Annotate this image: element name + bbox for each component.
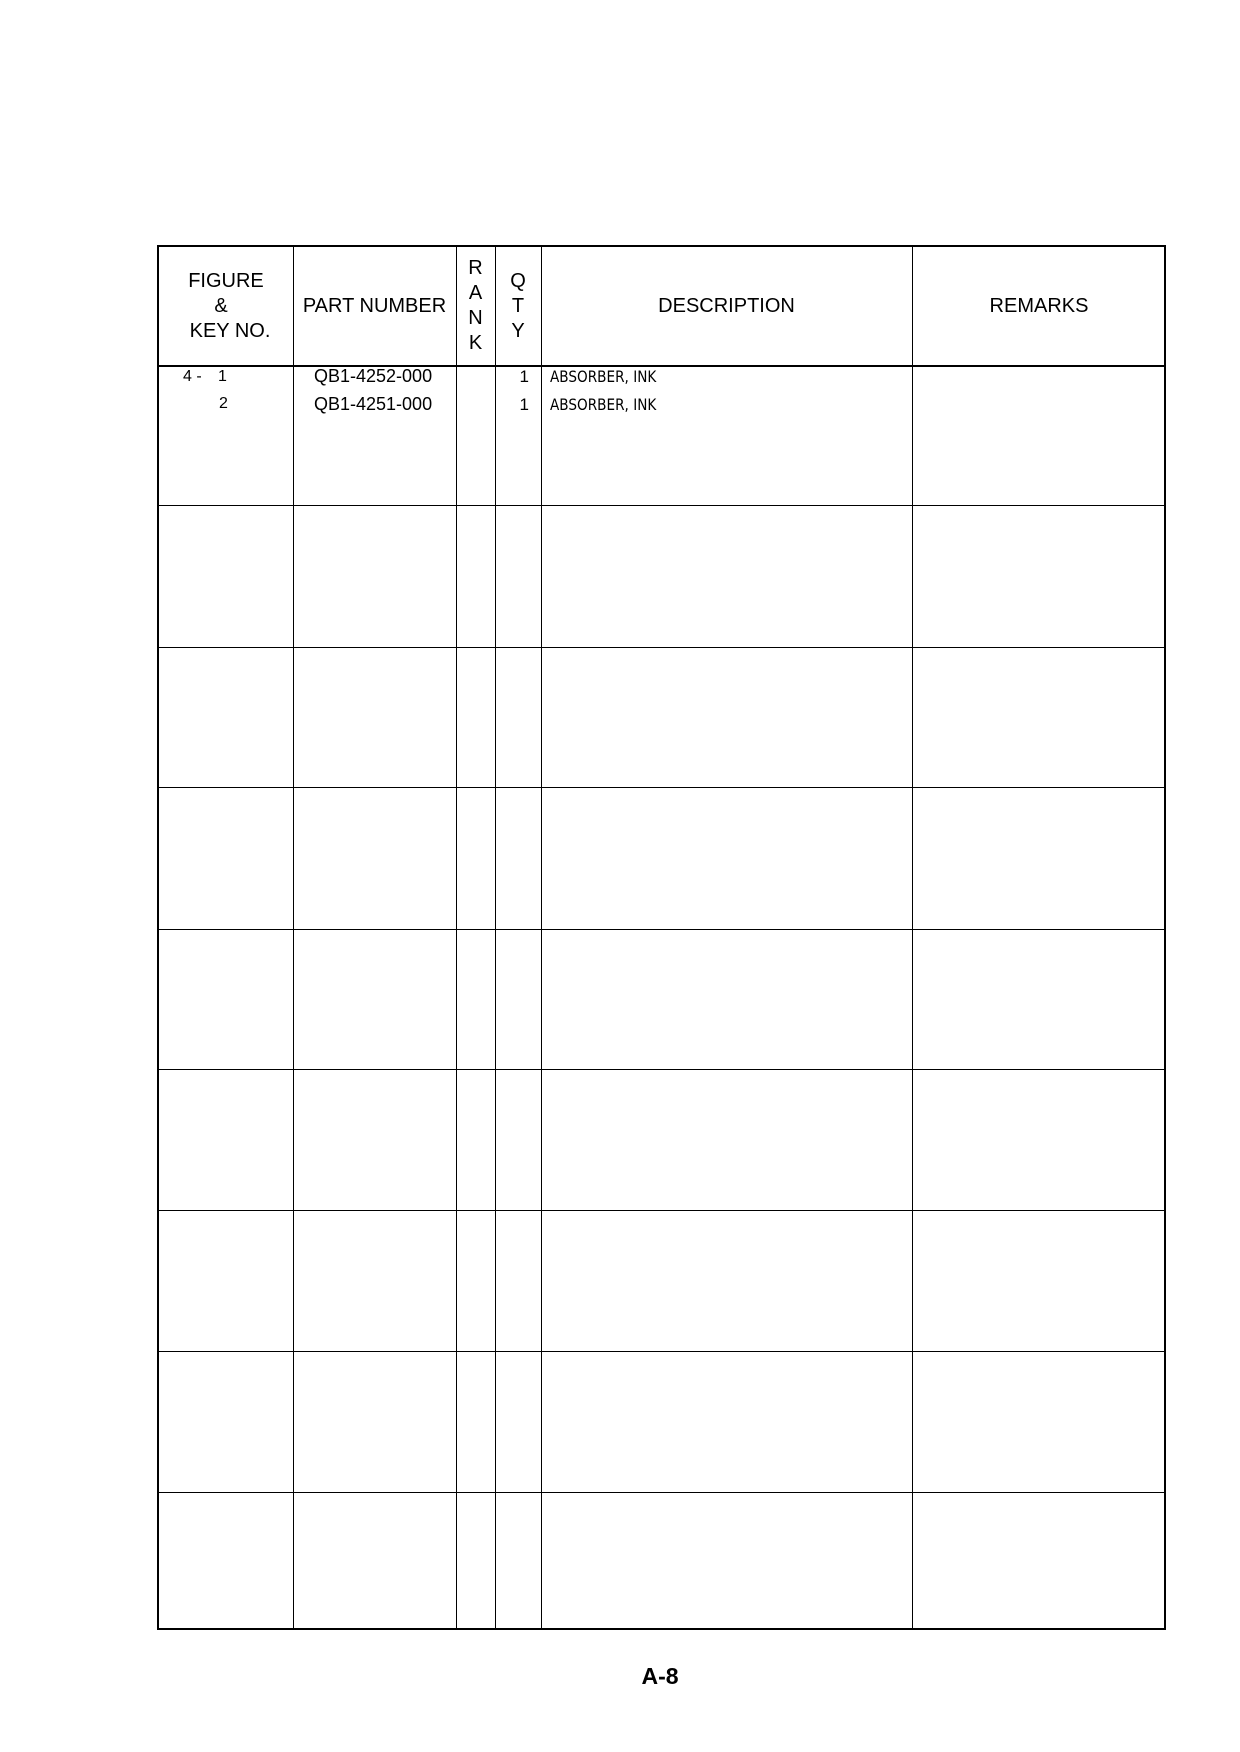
row-divider xyxy=(159,929,1164,930)
header-qty xyxy=(495,247,541,365)
header-figure-line: & xyxy=(214,294,228,317)
header-figure-key xyxy=(159,247,293,365)
header-qty-letter: Y xyxy=(511,319,525,342)
parts-list-table xyxy=(157,245,1166,1630)
header-qty-letter: Q xyxy=(510,269,526,292)
header-qty-letter: T xyxy=(511,294,525,317)
key-number: 1 xyxy=(218,368,227,385)
header-rank-letter: A xyxy=(468,282,483,304)
column-divider xyxy=(495,247,496,1628)
row-divider xyxy=(159,787,1164,788)
column-divider xyxy=(456,247,457,1628)
header-rank xyxy=(456,247,495,365)
header-description xyxy=(541,247,912,365)
header-rank-letter: N xyxy=(468,307,483,329)
column-divider xyxy=(293,247,294,1628)
row-divider xyxy=(159,1492,1164,1493)
header-description-label: DESCRIPTION xyxy=(658,294,795,317)
header-part-number xyxy=(293,247,456,365)
header-figure-line: FIGURE xyxy=(188,269,264,292)
header-divider xyxy=(159,365,1164,367)
header-part-number-label: PART NUMBER xyxy=(302,294,447,317)
header-remarks xyxy=(912,247,1166,365)
header-remarks-label: REMARKS xyxy=(989,294,1089,317)
row-divider xyxy=(159,1210,1164,1211)
key-number: 2 xyxy=(219,395,228,412)
description: ABSORBER, INK xyxy=(550,395,657,414)
part-number: QB1-4252-000 xyxy=(314,366,433,386)
header-figure-line: KEY NO. xyxy=(189,319,271,342)
page-number: A-8 xyxy=(641,1663,679,1689)
row-divider xyxy=(159,505,1164,506)
column-divider xyxy=(541,247,542,1628)
header-rank-letter: R xyxy=(468,257,483,279)
row-divider xyxy=(159,1351,1164,1352)
quantity: 1 xyxy=(519,367,529,386)
column-divider xyxy=(912,247,913,1628)
figure-prefix: 4 - xyxy=(183,368,202,385)
part-number: QB1-4251-000 xyxy=(314,394,433,414)
row-divider xyxy=(159,647,1164,648)
row-divider xyxy=(159,1069,1164,1070)
header-rank-letter: K xyxy=(468,332,483,354)
description: ABSORBER, INK xyxy=(550,367,657,386)
quantity: 1 xyxy=(519,395,529,414)
